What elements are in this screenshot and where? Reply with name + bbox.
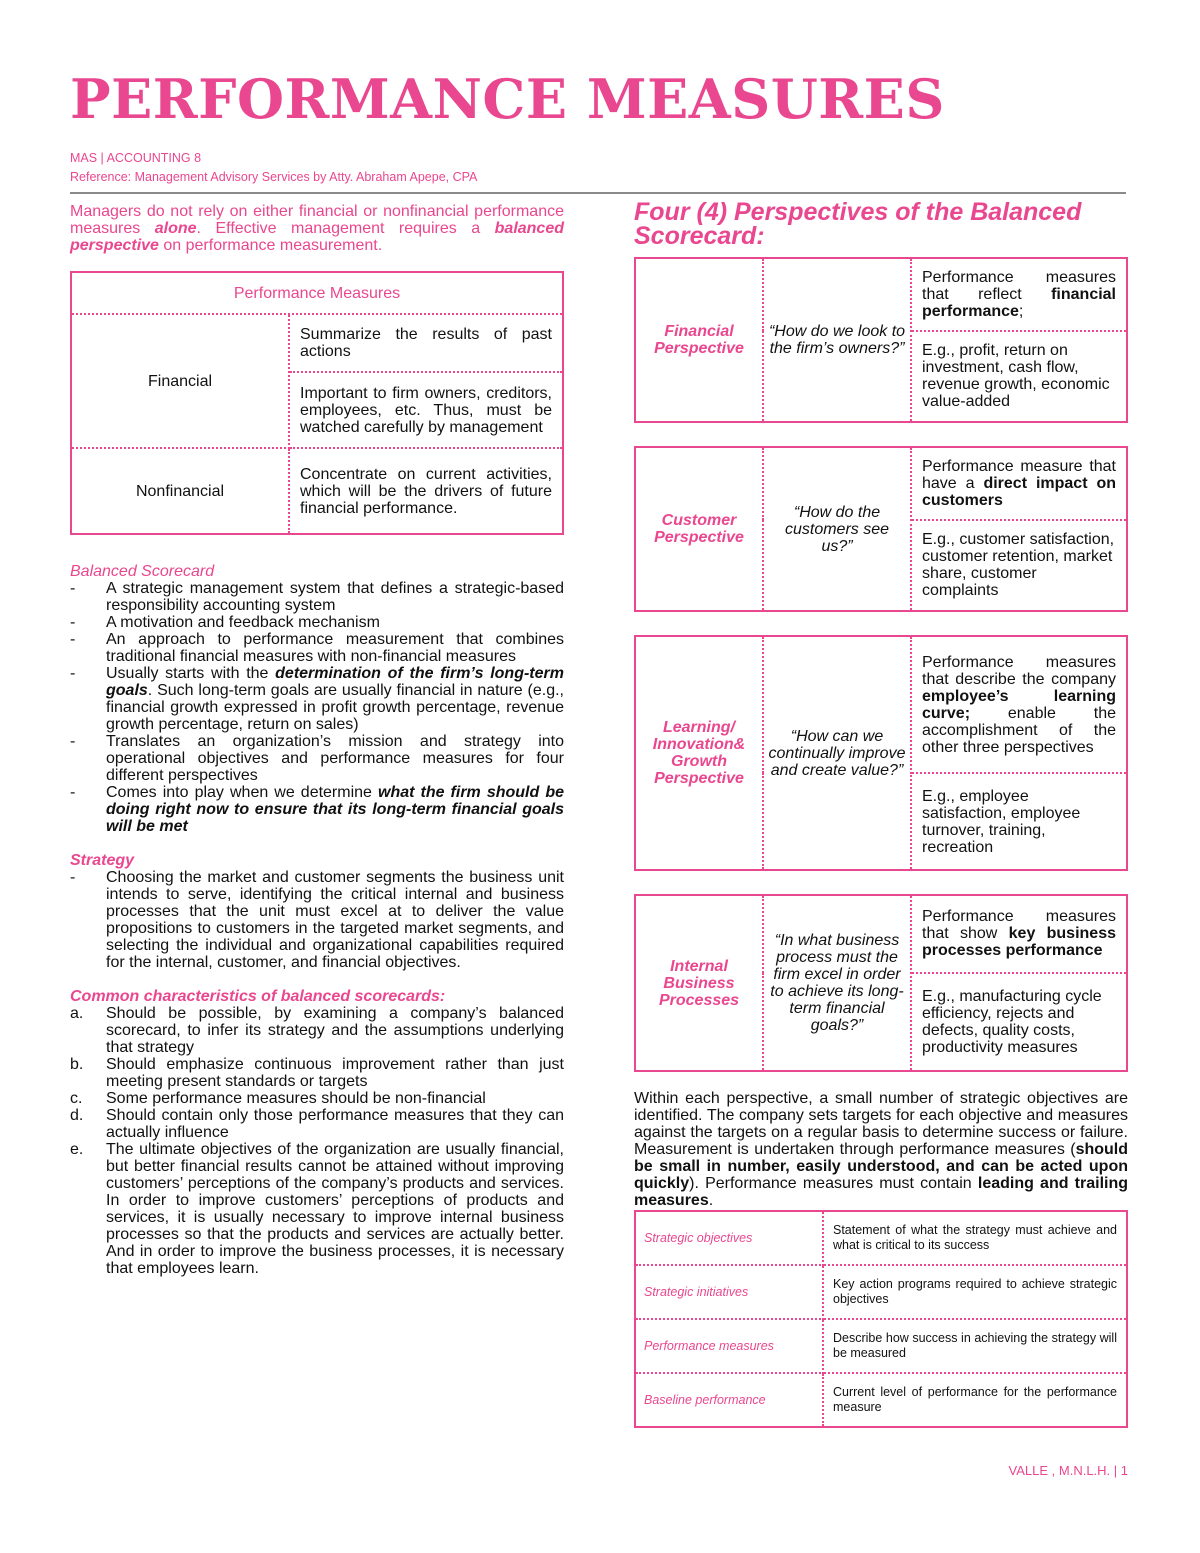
row-label: Performance measures xyxy=(635,1319,823,1373)
internal-perspective-table xyxy=(634,894,1128,1072)
financial-desc-1: Summarize the results of past actions xyxy=(289,314,563,372)
perspective-measure: Performance measures that reflect financial performance; xyxy=(911,258,1127,331)
list-item: c. Some performance measures should be non-financial xyxy=(70,1090,486,1107)
list-item: - Choosing the market and customer segments the business unit intends to serve, identifying the critical internal and business processes that the unit must excel at to deliver the value propositions to customers in the targeted market segments, and selecting the individual and organizational capabilities required for the internal, customer, and financial objectives. xyxy=(70,869,564,971)
perspective-name: Learning/ Innovation& Growth Perspective xyxy=(635,636,763,870)
perspective-question: “How can we continually improve and create value?” xyxy=(763,636,911,870)
list-item: b. Should emphasize continuous improvement rather than just meeting present standards or targets xyxy=(70,1056,564,1090)
table-row xyxy=(635,1319,1127,1373)
customer-perspective-table xyxy=(634,446,1128,612)
perspective-measure: Performance measures that describe the company employee’s learning curve; enable the accomplishment of the other three perspectives xyxy=(911,636,1127,773)
intro-paragraph: Managers do not rely on either financial or nonfinancial performance measures alone. Effective management requires a balanced perspective on performance measurement. xyxy=(70,203,564,254)
right-column xyxy=(634,198,1130,1414)
bsc-list xyxy=(70,580,564,835)
perspective-name: Customer Perspective xyxy=(635,447,763,611)
list-item: - Comes into play when we determine what the firm should be doing right now to ensure that its long-term financial goals will be met xyxy=(70,784,564,835)
row-label: Strategic initiatives xyxy=(635,1265,823,1319)
row-value: Key action programs required to achieve strategic objectives xyxy=(823,1265,1127,1319)
table-row xyxy=(635,1211,1127,1265)
financial-label: Financial xyxy=(71,314,289,448)
list-item: e. The ultimate objectives of the organization are usually financial, but better financial results cannot be attained without improving customers’ perceptions of the company’s products and services. In order to improve customers’ perceptions of products and services, it is usually necessary to improve internal business processes so that the products and services are actually better. And in order to improve the business processes, it is necessary that employees learn. xyxy=(70,1141,564,1277)
perspective-examples: E.g., employee satisfaction, employee turnover, training, recreation xyxy=(911,773,1127,870)
perspective-question: “How do we look to the firm’s owners?” xyxy=(763,258,911,422)
perspective-question: “In what business process must the firm excel in order to achieve its long-term financial goals?” xyxy=(763,895,911,1071)
financial-desc-2: Important to firm owners, creditors, employees, etc. Thus, must be watched carefully by management xyxy=(289,372,563,448)
row-value: Current level of performance for the performance measure xyxy=(823,1373,1127,1427)
learning-perspective-table xyxy=(634,635,1128,871)
perspective-measure: Performance measures that show key business processes performance xyxy=(911,895,1127,973)
pm-table-header: Performance Measures xyxy=(71,272,563,314)
strategy-list xyxy=(70,869,564,971)
nonfinancial-label: Nonfinancial xyxy=(71,448,289,534)
performance-measures-table xyxy=(70,271,564,535)
financial-perspective-table xyxy=(634,257,1128,423)
perspective-examples: E.g., profit, return on investment, cash flow, revenue growth, economic value-added xyxy=(911,331,1127,422)
left-column xyxy=(70,203,564,1277)
within-paragraph: Within each perspective, a small number of strategic objectives are identified. The company sets targets for each objective and measures against the targets on a regular basis to determine success or failure. Measurement is undertaken through performance measures (should be small in number, easily understood, and can be acted upon quickly). Performance measures must contain leading and trailing measures. xyxy=(634,1090,1129,1209)
list-item: - A strategic management system that defines a strategic-based responsibility accounting system xyxy=(70,580,564,614)
page-title: PERFORMANCE MEASURES xyxy=(70,67,945,131)
perspective-question: “How do the customers see us?” xyxy=(763,447,911,611)
perspective-measure: Performance measure that have a direct impact on customers xyxy=(911,447,1127,520)
objectives-table xyxy=(634,1210,1128,1428)
course-label: MAS | ACCOUNTING 8 xyxy=(70,151,202,165)
bsc-heading: Balanced Scorecard xyxy=(70,563,215,580)
perspective-examples: E.g., customer satisfaction, customer retention, market share, customer complaints xyxy=(911,520,1127,611)
list-item: - Translates an organization’s mission and strategy into operational objectives and performance measures for four different perspectives xyxy=(70,733,564,784)
row-label: Strategic objectives xyxy=(635,1211,823,1265)
row-label: Baseline performance xyxy=(635,1373,823,1427)
header-divider xyxy=(70,192,1126,194)
page-footer: VALLE , M.N.L.H. | 1 xyxy=(1008,1463,1128,1478)
reference-label: Reference: Management Advisory Services by Atty. Abraham Apepe, CPA xyxy=(70,170,478,184)
table-row xyxy=(635,1265,1127,1319)
common-heading: Common characteristics of balanced scorecards: xyxy=(70,988,446,1005)
strategy-heading: Strategy xyxy=(70,852,135,869)
table-row xyxy=(635,1373,1127,1427)
row-value: Describe how success in achieving the strategy will be measured xyxy=(823,1319,1127,1373)
list-item: a. Should be possible, by examining a company’s balanced scorecard, to infer its strategy and the assumptions underlying that strategy xyxy=(70,1005,564,1056)
list-item: d. Should contain only those performance measures that they can actually influence xyxy=(70,1107,564,1141)
perspective-name: Financial Perspective xyxy=(635,258,763,422)
perspective-examples: E.g., manufacturing cycle efficiency, rejects and defects, quality costs, productivity measures xyxy=(911,973,1127,1071)
common-list xyxy=(70,1005,564,1277)
nonfinancial-desc: Concentrate on current activities, which will be the drivers of future financial performance. xyxy=(289,448,563,534)
list-item: - An approach to performance measurement that combines traditional financial measures with non-financial measures xyxy=(70,631,564,665)
perspective-name: Internal Business Processes xyxy=(635,895,763,1071)
list-item: - Usually starts with the determination of the firm’s long-term goals. Such long-term goals are usually financial in nature (e.g., financial growth expressed in profit growth percentage, revenue growth percentage, return on sales) xyxy=(70,665,564,733)
list-item: - A motivation and feedback mechanism xyxy=(70,614,564,631)
perspectives-heading: Four (4) Perspectives of the Balanced Scorecard: xyxy=(634,198,1082,250)
row-value: Statement of what the strategy must achieve and what is critical to its success xyxy=(823,1211,1127,1265)
